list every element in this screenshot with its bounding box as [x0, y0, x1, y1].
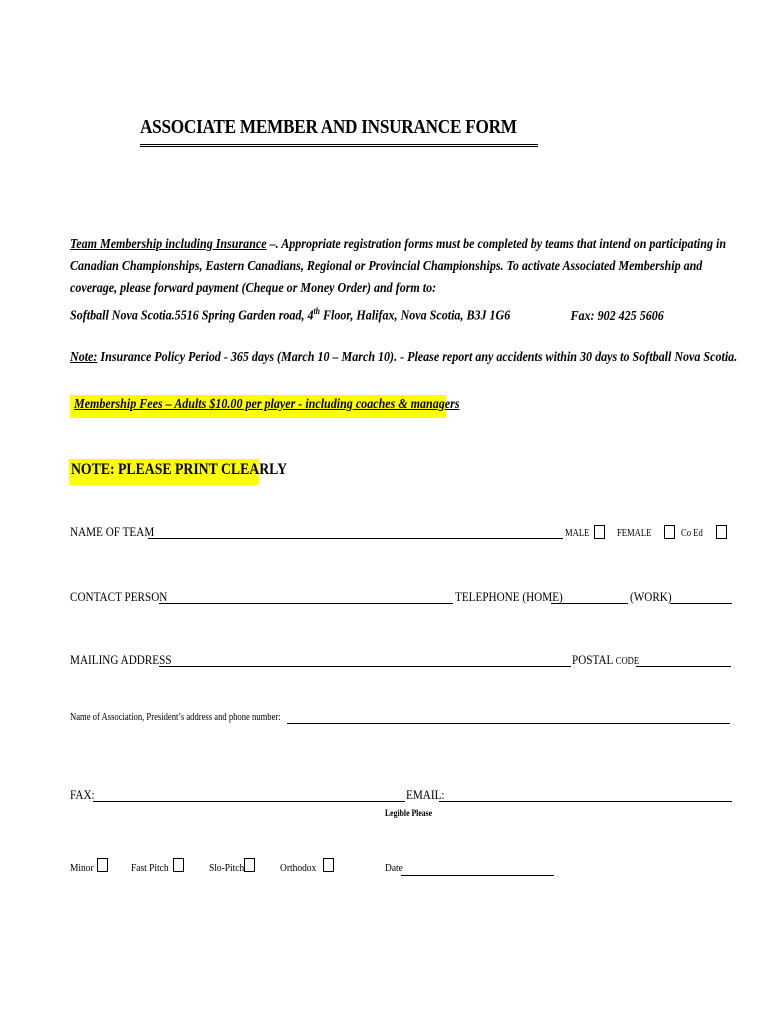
- address-part-a: Softball Nova Scotia.5516 Spring Garden road, 4: [70, 308, 314, 324]
- orthodox-label: Orthodox: [280, 862, 317, 874]
- email-field[interactable]: [439, 801, 732, 802]
- print-clearly-note: [69, 459, 288, 485]
- date-field[interactable]: [401, 875, 554, 876]
- male-checkbox[interactable]: [594, 525, 605, 539]
- title-underline: [140, 144, 538, 147]
- intro-lead-rest: –. Appropriate registration forms must be completed by teams that intend on participating in: [266, 237, 727, 252]
- fast-pitch-checkbox[interactable]: [173, 858, 184, 872]
- note-text: Insurance Policy Period - 365 days (March 10 – March 10). - Please report any accidents within 30 days to Softball Nova Scotia.: [97, 350, 738, 365]
- coed-checkbox[interactable]: [716, 525, 727, 539]
- association-label: Name of Association, President’s address and phone number:: [70, 712, 281, 723]
- address-part-b: Floor, Halifax, Nova Scotia, B3J 1G6: [319, 308, 511, 324]
- intro-line-2: Canadian Championships, Eastern Canadians, Regional or Provincial Championships. To activate Associated Membership and: [70, 259, 703, 274]
- work-label: (WORK): [630, 589, 672, 604]
- orthodox-checkbox[interactable]: [323, 858, 334, 872]
- telephone-home-label: TELEPHONE (HOME): [455, 589, 563, 604]
- intro-line-1: [70, 234, 758, 256]
- fees-text: Membership Fees – Adults $10.00 per player - including coaches & managers: [74, 397, 460, 412]
- postal-label-b: CODE: [615, 656, 640, 667]
- legible-please-note: Legible Please: [385, 808, 433, 818]
- sns-fax: Fax: 902 425 5606: [570, 308, 664, 324]
- fast-pitch-label: Fast Pitch: [131, 862, 169, 874]
- minor-checkbox[interactable]: [97, 858, 108, 872]
- address-superscript: th: [313, 306, 320, 316]
- form-title: ASSOCIATE MEMBER AND INSURANCE FORM: [140, 116, 517, 138]
- note-label: Note:: [70, 350, 98, 365]
- fax-field[interactable]: [93, 801, 405, 802]
- date-label: Date: [385, 862, 403, 874]
- fax-label: FAX:: [70, 787, 95, 802]
- association-field[interactable]: [287, 723, 730, 724]
- female-checkbox[interactable]: [664, 525, 675, 539]
- minor-label: Minor: [70, 862, 94, 874]
- contact-person-field[interactable]: [159, 603, 453, 604]
- male-label: MALE: [565, 528, 590, 539]
- telephone-work-field[interactable]: [670, 603, 732, 604]
- intro-line-3: coverage, please forward payment (Cheque or Money Order) and form to:: [70, 281, 437, 296]
- email-label: EMAIL:: [406, 787, 445, 802]
- team-name-field[interactable]: [148, 538, 563, 539]
- female-label: FEMALE: [617, 528, 652, 539]
- postal-code-field[interactable]: [636, 666, 731, 667]
- slo-pitch-label: Slo-Pitch: [209, 862, 245, 874]
- postal-label-a: POSTAL: [572, 652, 616, 667]
- postal-code-label: [572, 652, 639, 668]
- intro-lead: Team Membership including Insurance: [70, 237, 267, 252]
- intro-address-line: [70, 300, 758, 328]
- team-name-label: NAME OF TEAM: [70, 524, 155, 539]
- intro-paragraph: [70, 234, 758, 328]
- coed-label: Co Ed: [681, 528, 703, 539]
- contact-person-label: CONTACT PERSON: [70, 589, 168, 604]
- mailing-address-field[interactable]: [159, 666, 571, 667]
- print-note-text: NOTE: PLEASE PRINT CLEARLY: [71, 461, 288, 478]
- slo-pitch-checkbox[interactable]: [244, 858, 255, 872]
- policy-note: [70, 350, 737, 366]
- mailing-address-label: MAILING ADDRESS: [70, 652, 172, 667]
- telephone-home-field[interactable]: [551, 603, 628, 604]
- membership-fees: [70, 395, 460, 418]
